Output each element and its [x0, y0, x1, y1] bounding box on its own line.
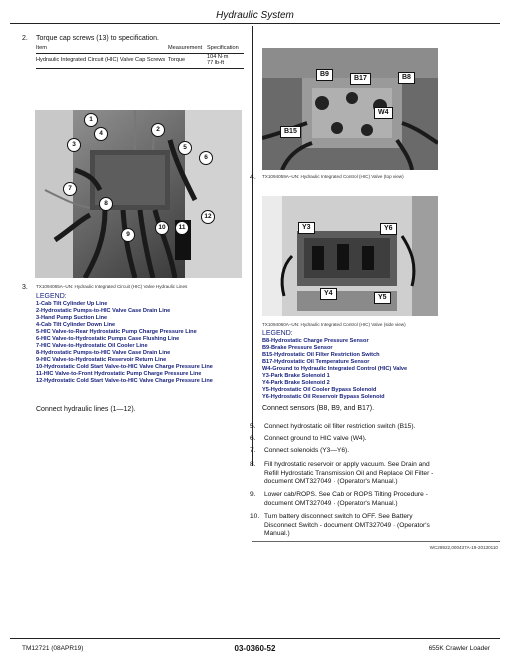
- legend1-item: 9-HIC Valve-to-Hydrostatic Reservoir Return Line: [36, 357, 167, 363]
- step-8-line: Refill Hydrostatic Transmission Oil and Replace Oil Filter -: [264, 469, 434, 477]
- column-divider: [252, 26, 253, 466]
- step-8-number: 8.: [250, 461, 256, 468]
- step-10-line: Disconnect Switch - document OMT327049 · (Operator's: [264, 521, 430, 529]
- callout-3: 3: [67, 138, 81, 152]
- step-6-number: 6.: [250, 435, 256, 442]
- label-y3: Y3: [298, 222, 315, 234]
- callout-10: 10: [155, 221, 169, 235]
- legend1-title: LEGEND:: [36, 293, 67, 300]
- step-4-number: 4.: [250, 174, 256, 181]
- legend1-item: 8-Hydrostatic Pumps-to-HIC Valve Case Drain Line: [36, 350, 171, 356]
- callout-9: 9: [121, 228, 135, 242]
- table-cell-measurement: Torque: [168, 57, 186, 63]
- label-y4: Y4: [320, 288, 337, 300]
- step-3-number: 3.: [22, 284, 28, 291]
- callout-2: 2: [151, 123, 165, 137]
- hic-valve-side-view-photo: [262, 196, 438, 316]
- step-8-line: document OMT327049 · (Operator's Manual.): [264, 478, 398, 485]
- footer-page-number: 03-0360-52: [234, 644, 276, 653]
- hic-valve-top-view-photo: [262, 48, 438, 170]
- legend2-item: Y5-Hydrostatic Oil Cooler Bypass Solenoid: [262, 387, 377, 393]
- legend2-item: B17-Hydrostatic Oil Temperature Sensor: [262, 359, 370, 365]
- step-10-line: Turn battery disconnect switch to OFF. See Battery: [264, 513, 413, 520]
- legend1-item: 7-HIC Valve-to-Hydrostatic Oil Cooler Line: [36, 343, 148, 349]
- torque-spec-table: [36, 45, 244, 69]
- figure3-caption: TX1094060A–UN: Hydraulic Integrated Control (HIC) Valve (side view): [262, 322, 406, 327]
- label-y5: Y5: [374, 292, 391, 304]
- page-header-title: Hydraulic System: [216, 10, 294, 21]
- table-header-measurement: Measurement: [168, 45, 203, 51]
- reference-rule: [252, 541, 500, 542]
- document-reference: WC28922,000437A-19-20130110: [429, 545, 498, 550]
- legend1-item: 3-Hand Pump Suction Line: [36, 315, 108, 321]
- hic-valve-side-illustration: [262, 196, 438, 316]
- legend2-item: B8-Hydrostatic Charge Pressure Sensor: [262, 338, 369, 344]
- callout-11: 11: [175, 221, 189, 235]
- legend1-item: 2-Hydrostatic Pumps-to-HIC Valve Case Drain Line: [36, 308, 171, 314]
- legend2-item: B9-Brake Pressure Sensor: [262, 345, 333, 351]
- header-rule: [10, 23, 500, 24]
- legend1-item: 11-HIC Valve-to-Front Hydrostatic Pump Charge Pressure Line: [36, 371, 202, 377]
- callout-7: 7: [63, 182, 77, 196]
- footer-tm-number: TM12721 (08APR19): [22, 645, 84, 652]
- step-9-line: Lower cab/ROPS. See Cab or ROPS Tilting Procedure -: [264, 491, 428, 498]
- legend2-instruction: Connect sensors (B8, B9, and B17).: [262, 405, 375, 412]
- label-b8: B8: [398, 72, 415, 84]
- callout-6: 6: [199, 151, 213, 165]
- legend2-item: Y4-Park Brake Solenoid 2: [262, 380, 330, 386]
- hic-valve-top-illustration: [262, 48, 438, 170]
- callout-4: 4: [94, 127, 108, 141]
- step-9-number: 9.: [250, 491, 256, 498]
- legend1-instruction: Connect hydraulic lines (1—12).: [36, 406, 136, 413]
- callout-5: 5: [178, 141, 192, 155]
- step-7-number: 7.: [250, 447, 256, 454]
- label-b15: B15: [280, 126, 301, 138]
- step-8-line: Fill hydrostatic reservoir or apply vacuum. See Drain and: [264, 461, 430, 468]
- legend2-item: Y6-Hydrostatic Oil Reservoir Bypass Solenoid: [262, 394, 385, 400]
- figure1-caption: TX1094065A–UN: Hydraulic Integrated Circuit (HIC) Valve Hydraulic Lines: [36, 284, 188, 289]
- footer-model: 655K Crawler Loader: [428, 645, 490, 652]
- legend2-list: [262, 338, 498, 401]
- step-10-line: Manual.): [264, 530, 290, 537]
- legend1-item: 4-Cab Tilt Cylinder Down Line: [36, 322, 116, 328]
- step-7-text: Connect solenoids (Y3—Y6).: [264, 447, 350, 454]
- step-5-text: Connect hydrostatic oil filter restriction switch (B15).: [264, 423, 416, 430]
- legend1-item: 1-Cab Tilt Cylinder Up Line: [36, 301, 108, 307]
- legend1-item: 6-HIC Valve-to-Hydrostatic Pumps Case Flushing Line: [36, 336, 180, 342]
- legend2-item: W4-Ground to Hydraulic Integrated Control (HIC) Valve: [262, 366, 408, 372]
- legend2-item: Y3-Park Brake Solenoid 1: [262, 373, 330, 379]
- label-y6: Y6: [380, 223, 397, 235]
- legend1-item: 10-Hydrostatic Cold Start Valve-to-HIC Valve Charge Pressure Line: [36, 364, 213, 370]
- legend1-item: 12-Hydrostatic Cold Start Valve-to-HIC Valve Charge Pressure Line: [36, 378, 213, 384]
- step-2-number: 2.: [22, 35, 28, 42]
- step-5-number: 5.: [250, 423, 256, 430]
- step-10-number: 10.: [250, 513, 260, 520]
- callout-8: 8: [99, 197, 113, 211]
- legend2-title: LEGEND:: [262, 330, 293, 337]
- legend2-item: B15-Hydrostatic Oil Filter Restriction Switch: [262, 352, 380, 358]
- label-w4: W4: [374, 107, 393, 119]
- step-6-text: Connect ground to HIC valve (W4).: [264, 435, 367, 442]
- table-cell-item: Hydraulic Integrated Circuit (HIC) Valve Cap Screws: [36, 57, 166, 63]
- table-cell-spec-metric: 104 N·m: [207, 54, 229, 60]
- table-header-spec: Specification: [207, 45, 239, 51]
- legend1-item: 5-HIC Valve-to-Rear Hydrostatic Pump Charge Pressure Line: [36, 329, 197, 335]
- footer-rule: [10, 638, 500, 639]
- label-b17: B17: [350, 73, 371, 85]
- figure2-caption: TX1094059A–UN: Hydraulic Integrated Control (HIC) Valve (top view): [262, 174, 404, 179]
- legend1-list: [36, 301, 246, 385]
- table-cell-spec-imperial: 77 lb-ft: [207, 60, 225, 66]
- step-9-line: document OMT327049 · (Operator's Manual.): [264, 499, 398, 507]
- callout-12: 12: [201, 210, 215, 224]
- hic-valve-lines-photo: [35, 110, 242, 278]
- label-b9: B9: [316, 69, 333, 81]
- callout-1: 1: [84, 113, 98, 127]
- table-header-item: Item: [36, 45, 47, 51]
- step-2-text: Torque cap screws (13) to specification.: [36, 35, 159, 42]
